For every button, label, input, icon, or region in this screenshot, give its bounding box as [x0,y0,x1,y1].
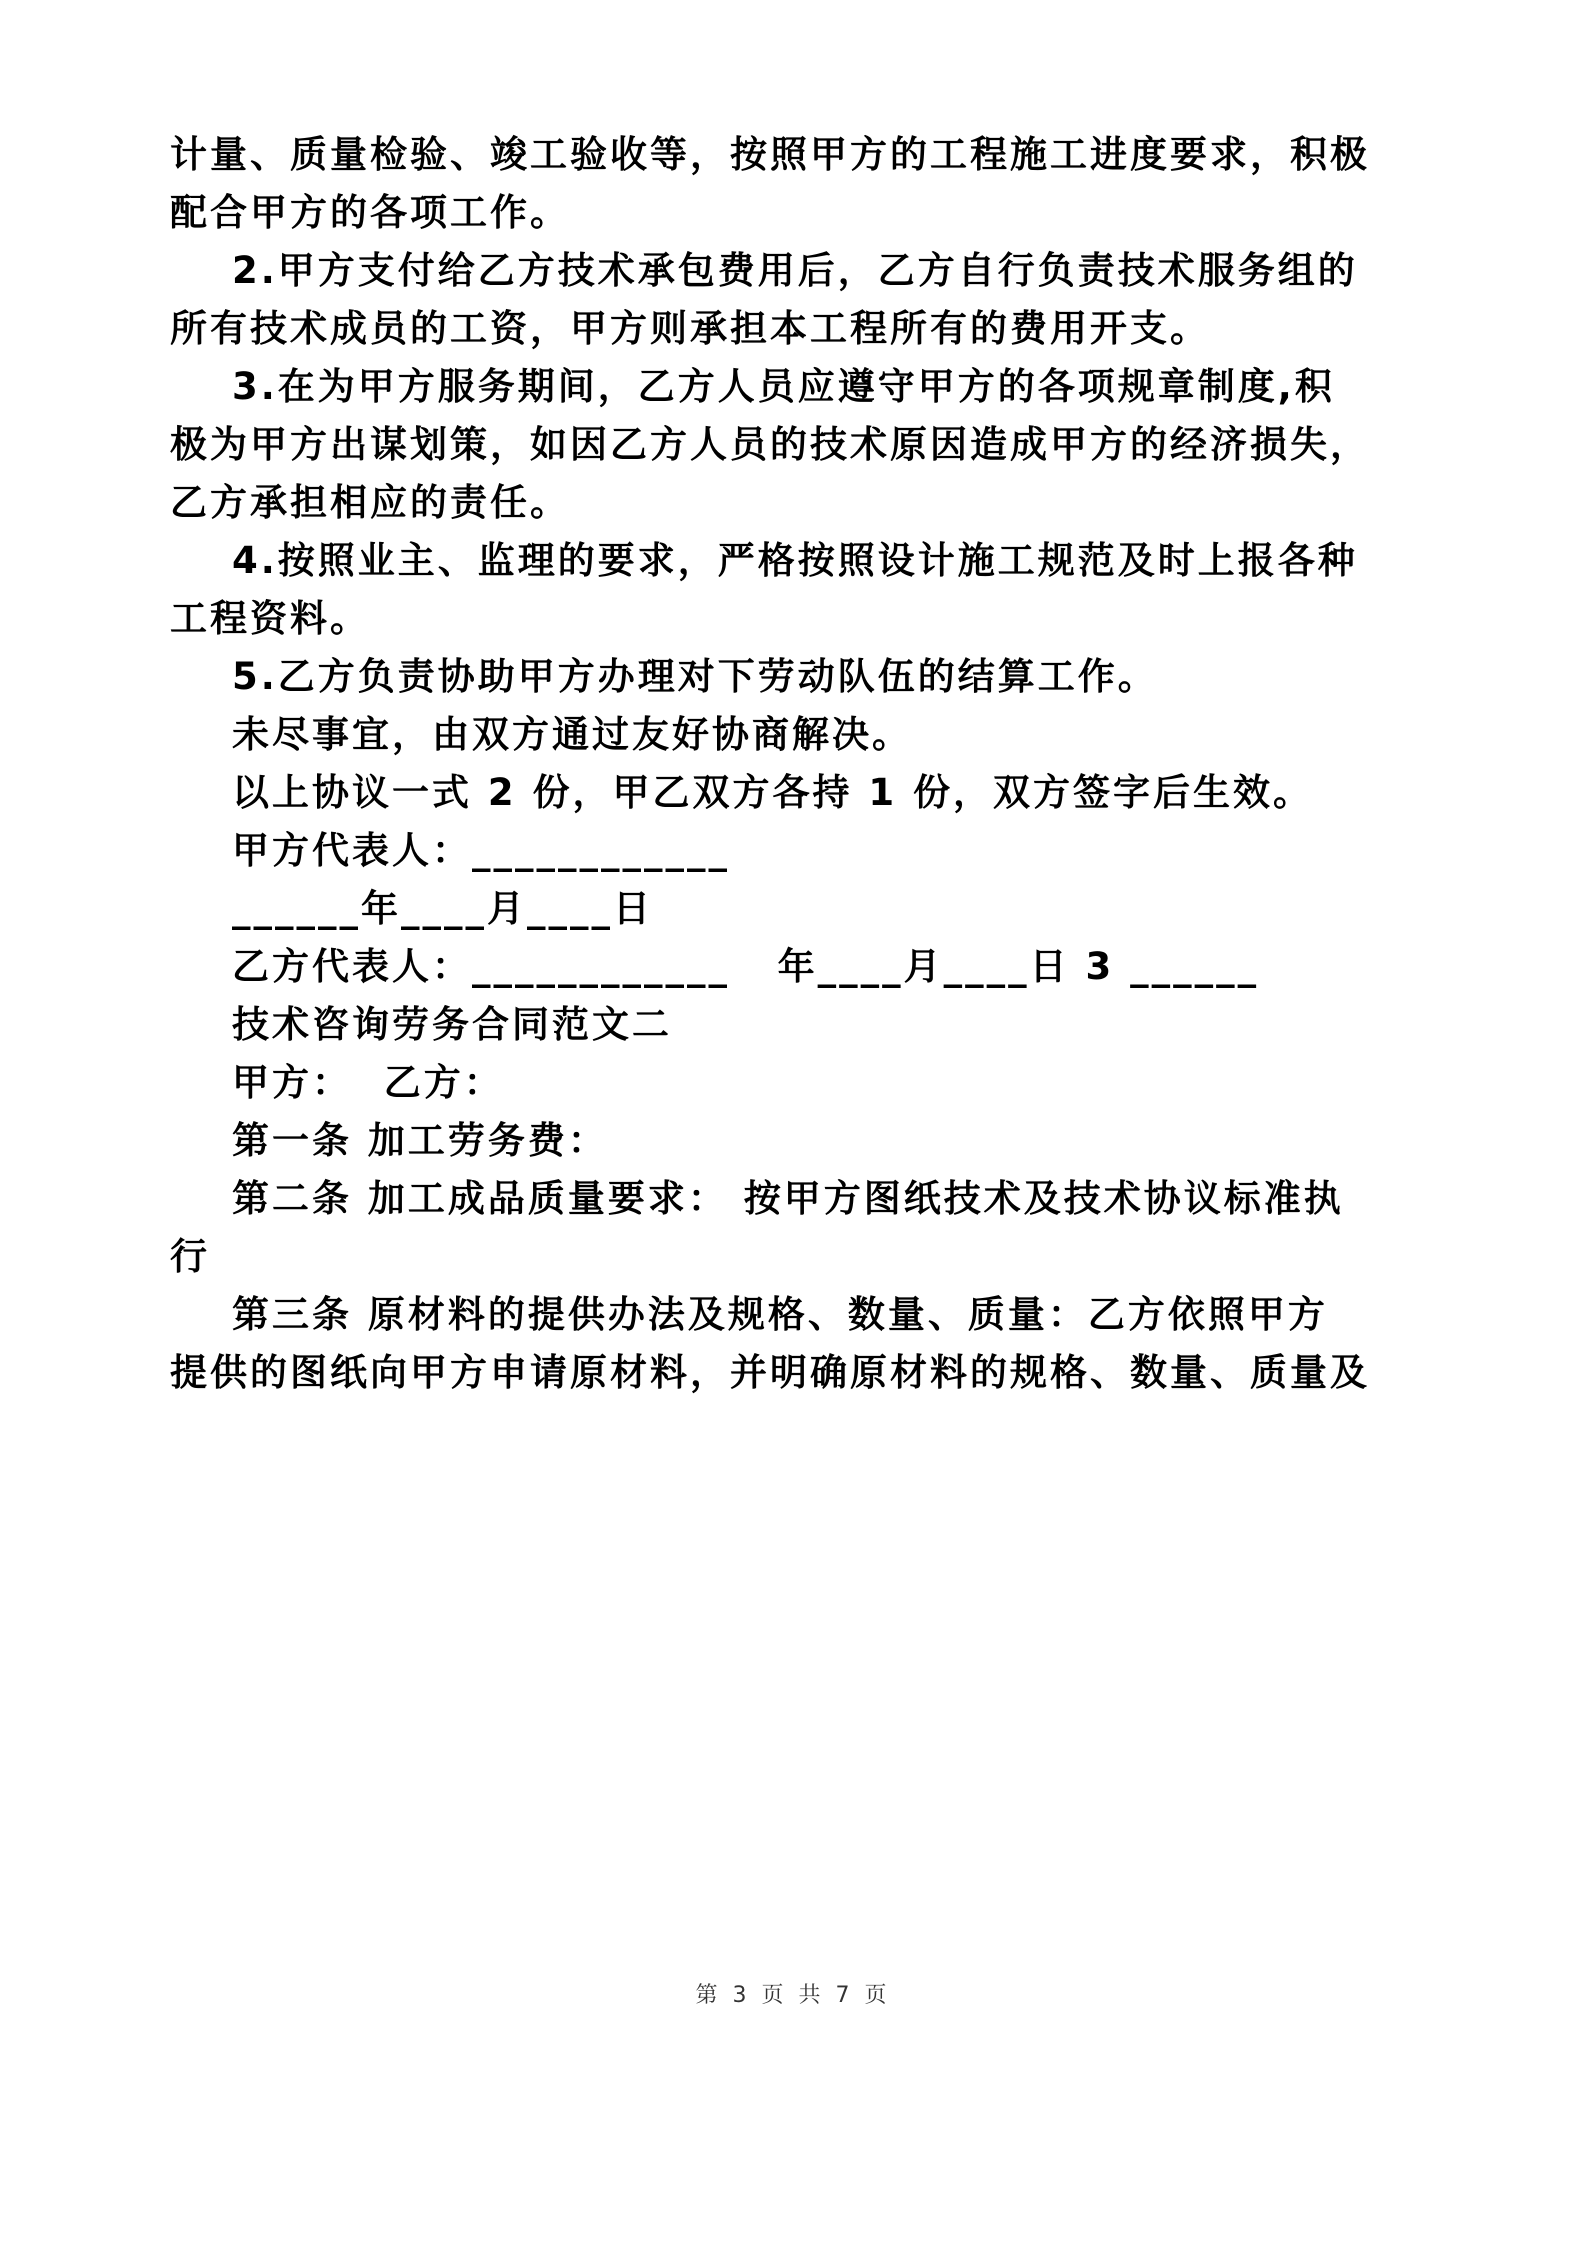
text-line: 以上协议一式 2 份，甲乙双方各持 1 份，双方签字后生效。 [232,771,1314,814]
text-line: 技术咨询劳务合同范文二 [232,1003,672,1046]
text-line: 5.乙方负责协助甲方办理对下劳动队伍的结算工作。 [232,655,1158,698]
page-number-footer: 第 3 页 共 7 页 [695,1983,891,2008]
text-line: 第一条 加工劳务费： [232,1119,608,1162]
text-line: 第二条 加工成品质量要求： 按甲方图纸技术及技术协议标准执 [232,1177,1344,1220]
text-line: 4.按照业主、监理的要求，严格按照设计施工规范及时上报各种 [232,539,1358,582]
text-line: 工程资料。 [170,597,370,640]
text-line: 甲方： 乙方： [232,1061,504,1104]
text-line: 第三条 原材料的提供办法及规格、数量、质量：乙方依照甲方 [232,1293,1328,1336]
text-line: 所有技术成员的工资，甲方则承担本工程所有的费用开支。 [170,307,1210,350]
text-line: 甲方代表人：____________ [232,829,730,872]
text-line: 乙方代表人：____________ 年____月____日 3 ______ [232,945,1260,988]
text-line: 极为甲方出谋划策，如因乙方人员的技术原因造成甲方的经济损失， [170,423,1370,466]
text-line: 配合甲方的各项工作。 [170,191,570,234]
text-line: 行 [170,1235,210,1278]
text-line: 未尽事宜，由双方通过友好协商解决。 [232,713,912,756]
text-line: 计量、质量检验、竣工验收等，按照甲方的工程施工进度要求，积极 [170,133,1370,176]
text-line: 3.在为甲方服务期间，乙方人员应遵守甲方的各项规章制度,积 [232,365,1335,408]
document-body [170,126,1440,1402]
text-line: ______年____月____日 [232,887,653,930]
text-line: 提供的图纸向甲方申请原材料，并明确原材料的规格、数量、质量及 [170,1351,1370,1394]
text-line: 乙方承担相应的责任。 [170,481,570,524]
text-line: 2.甲方支付给乙方技术承包费用后，乙方自行负责技术服务组的 [232,249,1358,292]
